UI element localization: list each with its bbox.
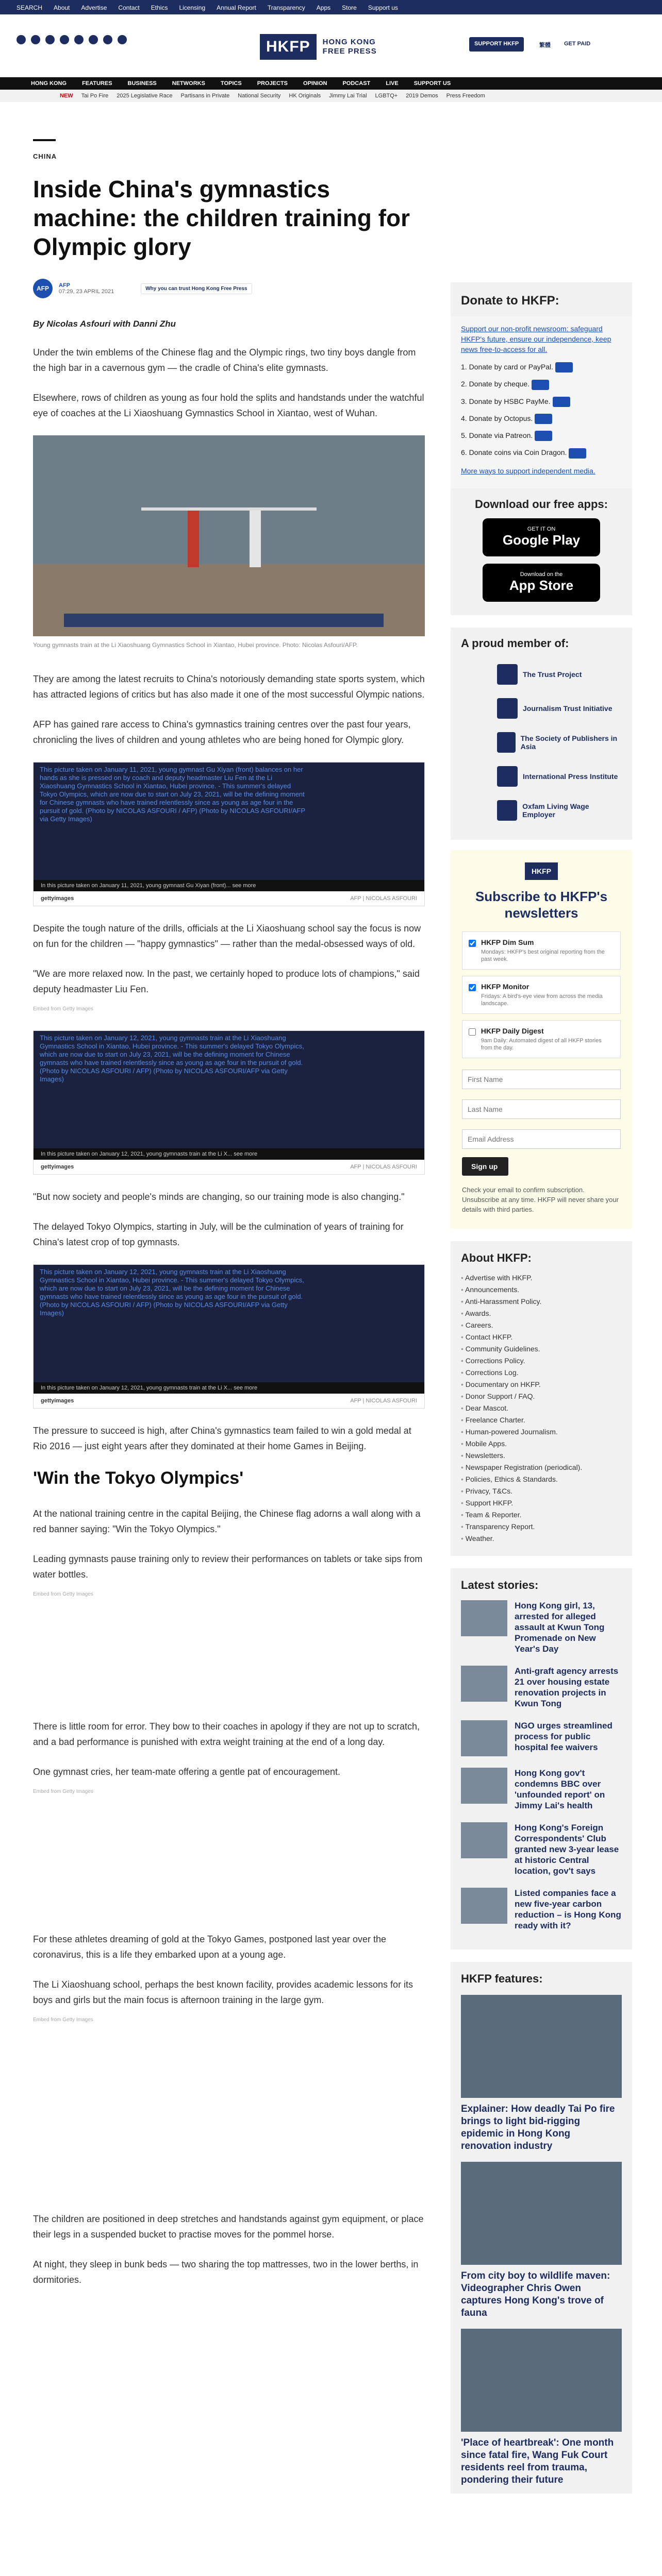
main-nav — [0, 77, 662, 90]
story-title[interactable]: Anti-graft agency arrests 21 over housing estate renovation projects in Kwun Tong — [515, 1666, 619, 1708]
facebook-icon[interactable] — [16, 35, 26, 44]
donate-option-label: 1. Donate by card or PayPal. — [461, 363, 553, 371]
feature-title[interactable]: From city boy to wildlife maven: Videographer Chris Owen captures Hong Kong's trove of fauna — [461, 2270, 610, 2318]
latest-story[interactable] — [461, 1768, 622, 1811]
member-name: International Press Institute — [523, 772, 618, 781]
embed-credit: AFP | NICOLAS ASFOURI — [350, 895, 417, 902]
member-widget — [451, 628, 632, 840]
trending-link[interactable]: Partisans in Private — [180, 93, 230, 99]
embed-caption[interactable]: In this picture taken on January 12, 2021, young gymnasts train at the Li X... see more — [34, 1382, 424, 1394]
nav-item[interactable]: NETWORKS — [172, 80, 205, 87]
embed-placeholder — [33, 1616, 425, 1719]
paragraph: "But now society and people's minds are changing, so our training mode is also changing." — [33, 1192, 405, 1202]
publish-date: 07:29, 23 APRIL 2021 — [59, 289, 114, 295]
top-link[interactable]: Transparency — [267, 4, 305, 11]
trending-link[interactable]: National Security — [238, 93, 281, 99]
top-link[interactable]: Apps — [316, 4, 331, 11]
paragraph: There is little room for error. They bow to their coaches in apology if they are not up to scratch, and a bad performance is punished with extra weight training at the end of a long day. — [33, 1721, 420, 1747]
paragraph: The children are positioned in deep stretches and handstands against gym equipment, or place their legs in a suspended bucket to practise moves for the pommel horse. — [33, 2214, 424, 2240]
new-badge: NEW — [60, 93, 73, 99]
top-link[interactable]: About — [54, 4, 70, 11]
newsletter-widget — [451, 850, 632, 1229]
donate-option[interactable] — [461, 430, 622, 441]
nav-item[interactable]: PODCAST — [342, 80, 371, 87]
lead-photo — [33, 435, 425, 636]
embed-alt-text: This picture taken on January 12, 2021, young gymnasts train at the Li Xiaoshuang Gymnastics School in Xiantao, Hubei province. - This summer's delayed Tokyo Olympics, which are now due to start on July 23, 2021, will be the defining moment for Chinese gymnasts who have trained relentlessly since as young as age four in the pursuit of gold. (Photo by NICOLAS ASFOURI / AFP) (Photo by NICOLAS ASFOURI/AFP via Getty Images) — [40, 1034, 304, 1083]
email-field[interactable] — [462, 1129, 621, 1149]
about-link[interactable]: • Community Guidelines. — [461, 1343, 622, 1355]
newsletter-heading: Subscribe to HKFP's newsletters — [475, 888, 608, 921]
about-link[interactable]: • Privacy, T&Cs. — [461, 1485, 622, 1497]
about-link[interactable]: • Transparency Report. — [461, 1521, 622, 1533]
member-logo[interactable] — [461, 759, 622, 793]
donate-option[interactable] — [461, 447, 622, 458]
sidebar — [451, 282, 632, 2494]
member-name: Journalism Trust Initiative — [523, 704, 613, 713]
instagram-icon[interactable] — [45, 35, 55, 44]
newsletter-checkbox[interactable] — [469, 939, 476, 947]
story-thumbnail — [461, 1600, 507, 1636]
about-link[interactable]: • Freelance Charter. — [461, 1414, 622, 1426]
top-link[interactable]: Ethics — [151, 4, 168, 11]
embed-credit: AFP | NICOLAS ASFOURI — [350, 1398, 417, 1404]
top-link[interactable]: Licensing — [179, 4, 206, 11]
trending-link[interactable]: Tai Po Fire — [81, 93, 109, 99]
app-store-badge[interactable]: Download on the App Store — [483, 564, 600, 602]
member-icon — [497, 732, 516, 753]
trust-link[interactable]: Why you can trust Hong Kong Free Press — [141, 283, 252, 294]
member-icon — [497, 664, 518, 685]
author-name[interactable]: AFP — [59, 282, 70, 289]
getty-embed[interactable] — [33, 1264, 425, 1409]
about-link[interactable]: • Careers. — [461, 1319, 622, 1331]
getty-embed[interactable] — [33, 762, 425, 906]
latest-story[interactable] — [461, 1888, 622, 1931]
top-utility-bar — [0, 0, 662, 14]
story-title[interactable]: Listed companies face a new five-year carbon reduction – is Hong Kong ready with it? — [515, 1888, 621, 1930]
story-thumbnail — [461, 1888, 507, 1924]
about-link[interactable]: • Dear Mascot. — [461, 1402, 622, 1414]
member-name: The Society of Publishers in Asia — [520, 734, 618, 751]
donate-option-label: 3. Donate by HSBC PayMe. — [461, 397, 551, 405]
top-link[interactable]: Advertise — [81, 4, 107, 11]
article-title: Inside China's gymnastics machine: the children training for Olympic glory — [33, 176, 410, 260]
top-link[interactable]: Annual Report — [217, 4, 256, 11]
about-link[interactable]: • Newspaper Registration (periodical). — [461, 1462, 622, 1473]
trending-link[interactable]: LGBTQ+ — [375, 93, 398, 99]
member-logo[interactable] — [461, 657, 622, 691]
about-link[interactable]: • Team & Reporter. — [461, 1509, 622, 1521]
donate-icon — [535, 414, 552, 424]
apps-widget — [451, 488, 632, 615]
story-thumbnail — [461, 1666, 507, 1702]
google-play-badge[interactable]: GET IT ON Google Play — [483, 518, 600, 556]
last-name-field[interactable] — [462, 1099, 621, 1119]
paragraph: Under the twin emblems of the Chinese flag and the Olympic rings, two tiny boys dangle from the high bar in a cavernous gym — the cradle of China's elite gymnasts. — [33, 347, 416, 373]
about-link[interactable]: • Announcements. — [461, 1284, 622, 1296]
nav-item[interactable]: BUSINESS — [127, 80, 157, 87]
member-icon — [497, 766, 518, 787]
about-heading: About HKFP: — [461, 1251, 532, 1264]
about-link[interactable]: • Mobile Apps. — [461, 1438, 622, 1450]
top-link[interactable]: Support us — [368, 4, 398, 11]
donate-option-label: 4. Donate by Octopus. — [461, 414, 533, 422]
feature-story[interactable] — [461, 2329, 622, 2486]
logo-mark: HKFP — [260, 34, 317, 60]
member-name: The Trust Project — [523, 670, 582, 679]
features-widget — [451, 1962, 632, 2494]
telegram-icon[interactable] — [74, 35, 84, 44]
trending-link[interactable]: Press Freedom — [446, 93, 485, 99]
about-link[interactable]: • Newsletters. — [461, 1450, 622, 1462]
story-title[interactable]: NGO urges streamlined process for public hospital fee waivers — [515, 1720, 613, 1752]
more-ways-link[interactable]: More ways to support independent media. — [461, 466, 595, 475]
paragraph: "We are more relaxed now. In the past, we certainly hoped to produce lots of champions," said deputy headmaster Liu Fen. — [33, 969, 420, 994]
newsletter-badge: HKFP — [525, 862, 558, 880]
paragraph: They are among the latest recruits to China's notoriously demanding state sports system, which has attracted legions of critics but has also made it one of the most successful Olympic nations. — [33, 674, 425, 700]
donate-widget — [451, 316, 632, 488]
first-name-field[interactable] — [462, 1070, 621, 1089]
about-link[interactable]: • Human-powered Journalism. — [461, 1426, 622, 1438]
feature-image — [461, 2162, 622, 2265]
donate-option-label: 2. Donate by cheque. — [461, 380, 530, 388]
getty-embed[interactable] — [33, 1030, 425, 1175]
about-link[interactable]: • Support HKFP. — [461, 1497, 622, 1509]
photo-caption: Young gymnasts train at the Li Xiaoshuang Gymnastics School in Xiantao, Hubei province. Photo: Nicolas Asfouri/AFP. — [33, 641, 358, 649]
feature-title[interactable]: 'Place of heartbreak': One month since fatal fire, Wang Fuk Court residents reel from trauma, pondering their future — [461, 2437, 614, 2485]
embed-note: Embed from Getty Images — [33, 2017, 93, 2023]
trending-link[interactable]: Jimmy Lai Trial — [329, 93, 367, 99]
story-thumbnail — [461, 1822, 507, 1858]
about-link[interactable]: • Contact HKFP. — [461, 1331, 622, 1343]
paragraph: One gymnast cries, her team-mate offering a gentle pat of encouragement. — [33, 1767, 340, 1777]
about-link[interactable]: • Weather. — [461, 1533, 622, 1545]
about-widget — [451, 1241, 632, 1556]
nav-item[interactable]: OPINION — [303, 80, 327, 87]
paragraph: The Li Xiaoshuang school, perhaps the best known facility, provides academic lessons for its boys and girls but the main focus is afternoon training in the large gym. — [33, 1979, 413, 2005]
paragraph: The pressure to succeed is high, after China's gymnastics team failed to win a gold medal at Rio 2016 — just eight years after they dominated at their home Games in Beijing. — [33, 1426, 411, 1451]
donate-option-label: 5. Donate via Patreon. — [461, 431, 533, 440]
about-link[interactable]: • Advertise with HKFP. — [461, 1272, 622, 1284]
member-icon — [497, 800, 517, 821]
authors-line: By Nicolas Asfouri with Danni Zhu — [33, 319, 176, 329]
category-rule — [33, 139, 56, 141]
paragraph: The delayed Tokyo Olympics, starting in July, will be the culmination of years of training for China's latest crop of top gymnasts. — [33, 1222, 404, 1247]
logo-text: HONG KONG FREE PRESS — [322, 38, 377, 56]
trending-link[interactable]: HK Originals — [289, 93, 321, 99]
about-link[interactable]: • Awards. — [461, 1308, 622, 1319]
getty-logo[interactable]: gettyimages — [41, 895, 74, 902]
embed-alt-text: This picture taken on January 12, 2021, young gymnasts train at the Li Xiaoshuang Gymnastics School in Xiantao, Hubei province. - This summer's delayed Tokyo Olympics, which are now due to start on July 23, 2021, will be the defining moment for Chinese gymnasts who have trained relentlessly since as young as age four in the pursuit of gold. (Photo by NICOLAS ASFOURI / AFP) (Photo by NICOLAS ASFOURI/AFP via Getty Images) — [40, 1268, 304, 1317]
paragraph: At the national training centre in the capital Beijing, the Chinese flag adorns a wall along with a red banner saying: "Win the Tokyo Olympics." — [33, 1509, 421, 1534]
donate-option[interactable] — [461, 362, 622, 372]
section-heading: 'Win the Tokyo Olympics' — [33, 1468, 244, 1488]
nav-item[interactable]: LIVE — [386, 80, 399, 87]
high-bar — [141, 507, 317, 511]
trending-link[interactable]: 2025 Legislative Race — [117, 93, 173, 99]
embed-note: Embed from Getty Images — [33, 1789, 93, 1794]
newsletter-option[interactable]: HKFP Monitor Fridays: A bird's-eye view from across the media landscape. — [462, 976, 621, 1014]
nav-item[interactable]: PROJECTS — [257, 80, 288, 87]
member-name: Oxfam Living Wage Employer — [522, 802, 589, 819]
donate-intro[interactable]: Support our non-profit newsroom: safeguard HKFP's future, ensure our independence, keep news free-to-access for all. — [461, 325, 611, 353]
embed-alt-text: This picture taken on January 11, 2021, young gymnast Gu Xiyan (front) balances on her hands as she is pressed on by coach and deputy headmaster Liu Fen at the Li Xiaoshuang Gymnastics School in Xiantao, Hubei province. - This summer's delayed Tokyo Olympics, which are now due to start on July 23, 2021, will be the defining moment for Chinese gymnasts who have trained relentlessly since as young as age four in the pursuit of gold. (Photo by NICOLAS ASFOURI / AFP) (Photo by NICOLAS ASFOURI/AFP via Getty Images) — [40, 766, 305, 823]
article — [33, 139, 425, 2302]
embed-credit: AFP | NICOLAS ASFOURI — [350, 1164, 417, 1170]
author-avatar[interactable]: AFP — [33, 279, 53, 298]
feature-image — [461, 2329, 622, 2432]
embed-caption[interactable]: In this picture taken on January 11, 2021, young gymnast Gu Xiyan (front)... see more — [34, 880, 424, 891]
about-link[interactable]: • Corrections Log. — [461, 1367, 622, 1379]
getty-logo[interactable]: gettyimages — [41, 1398, 74, 1404]
feature-image — [461, 1995, 622, 2098]
apps-heading: Download our free apps: — [475, 497, 608, 511]
donate-icon — [553, 397, 570, 407]
feature-story[interactable] — [461, 2162, 622, 2319]
embed-placeholder — [33, 2041, 425, 2211]
getty-logo[interactable]: gettyimages — [41, 1164, 74, 1170]
paragraph: For these athletes dreaming of gold at the Tokyo Games, postponed last year over the coronavirus, this is a life they embarked upon at a young age. — [33, 1934, 387, 1960]
signup-button[interactable]: Sign up — [462, 1157, 508, 1176]
donate-icon — [532, 380, 549, 390]
site-logo[interactable] — [260, 31, 403, 63]
embed-placeholder — [33, 1813, 425, 1931]
donate-option[interactable] — [461, 379, 622, 389]
top-link[interactable]: Contact — [118, 4, 140, 11]
nav-item[interactable]: HONG KONG — [31, 80, 67, 87]
threads-icon[interactable] — [103, 35, 112, 44]
story-thumbnail — [461, 1720, 507, 1756]
latest-widget — [451, 1568, 632, 1950]
member-logo[interactable] — [461, 691, 622, 725]
member-logo[interactable] — [461, 725, 622, 759]
social-icons — [16, 35, 127, 44]
linkedin-icon[interactable] — [89, 35, 98, 44]
trending-nav — [0, 90, 662, 102]
embed-caption[interactable]: In this picture taken on January 12, 2021, young gymnasts train at the Li X... see more — [34, 1148, 424, 1160]
latest-story[interactable] — [461, 1720, 622, 1756]
story-title[interactable]: Hong Kong girl, 13, arrested for alleged assault at Kwun Tong Promenade on New Year's Day — [515, 1600, 605, 1654]
newsletter-checkbox[interactable] — [469, 1028, 476, 1036]
rss-icon[interactable] — [118, 35, 127, 44]
newsletter-checkbox[interactable] — [469, 984, 476, 992]
donate-icon — [569, 448, 586, 459]
features-heading: HKFP features: — [461, 1972, 543, 1985]
story-title[interactable]: Hong Kong's Foreign Correspondents' Club granted new 3-year lease at historic Central location, gov't says — [515, 1822, 619, 1876]
embed-note: Embed from Getty Images — [33, 1591, 93, 1597]
about-link[interactable]: • Documentary on HKFP. — [461, 1379, 622, 1391]
trending-link[interactable]: 2019 Demos — [406, 93, 438, 99]
get-paid-link[interactable]: GET PAID — [564, 41, 591, 47]
donate-option[interactable] — [461, 396, 622, 407]
donate-option[interactable] — [461, 413, 622, 424]
youtube-icon[interactable] — [60, 35, 69, 44]
about-link[interactable]: • Anti-Harassment Policy. — [461, 1296, 622, 1308]
byline — [33, 279, 425, 298]
nav-item[interactable]: SUPPORT US — [413, 80, 451, 87]
embed-note: Embed from Getty Images — [33, 1006, 93, 1012]
story-thumbnail — [461, 1768, 507, 1804]
about-link[interactable]: • Policies, Ethics & Standards. — [461, 1473, 622, 1485]
top-link[interactable]: Store — [342, 4, 357, 11]
category-label[interactable]: CHINA — [33, 152, 57, 160]
paragraph: Leading gymnasts pause training only to review their performances on tablets or take sips from water bottles. — [33, 1554, 423, 1580]
top-link[interactable]: SEARCH — [16, 4, 43, 11]
nav-item[interactable]: TOPICS — [220, 80, 242, 87]
newsletter-option[interactable]: HKFP Daily Digest 9am Daily: Automated digest of all HKFP stories from the day. — [462, 1020, 621, 1058]
site-header — [0, 14, 662, 77]
language-link[interactable]: 繁體 — [539, 42, 551, 48]
nav-item[interactable]: FEATURES — [82, 80, 112, 87]
donate-icon — [555, 362, 573, 372]
paragraph: Despite the tough nature of the drills, officials at the Li Xiaoshuang school say the focus is now on fun for the children — "happy gymnastics" — rather than the medal-obsessed ways of old. — [33, 923, 421, 949]
member-icon — [497, 698, 518, 719]
latest-heading: Latest stories: — [461, 1578, 539, 1591]
latest-story[interactable] — [461, 1600, 622, 1654]
feature-story[interactable] — [461, 1995, 622, 2153]
newsletter-option[interactable]: HKFP Dim Sum Mondays: HKFP's best original reporting from the past week. — [462, 931, 621, 970]
x-icon[interactable] — [31, 35, 40, 44]
donate-heading: Donate to HKFP: — [451, 282, 632, 316]
newsletter-note: Check your email to confirm subscription. Unsubscribe at any time. HKFP will never share your details with third parties. — [462, 1185, 619, 1213]
member-logo[interactable] — [461, 793, 622, 827]
latest-story[interactable] — [461, 1822, 622, 1876]
story-title[interactable]: Hong Kong gov't condemns BBC over 'unfounded report' on Jimmy Lai's health — [515, 1768, 605, 1810]
donate-option-label: 6. Donate coins via Coin Dragon. — [461, 448, 567, 457]
donate-icon — [535, 431, 552, 441]
feature-title[interactable]: Explainer: How deadly Tai Po fire brings to light bid-rigging epidemic in Hong Kong renovation industry — [461, 2103, 615, 2151]
paragraph: Elsewhere, rows of children as young as four hold the splits and handstands under the watchful eye of coaches at the Li Xiaoshuang Gymnastics School in Xiantao, west of Wuhan. — [33, 393, 424, 418]
support-hkfp-button[interactable]: SUPPORT HKFP — [469, 37, 524, 52]
about-link[interactable]: • Corrections Policy. — [461, 1355, 622, 1367]
paragraph: At night, they sleep in bunk beds — two sharing the top mattresses, two in the lower berths, in dormitories. — [33, 2259, 419, 2285]
latest-story[interactable] — [461, 1666, 622, 1709]
about-link[interactable]: • Donor Support / FAQ. — [461, 1391, 622, 1402]
paragraph: AFP has gained rare access to China's gymnastics training centres over the past four years, chronicling the lives of children and young athletes who are being honed for Olympic glory. — [33, 719, 411, 745]
member-heading: A proud member of: — [461, 636, 569, 650]
